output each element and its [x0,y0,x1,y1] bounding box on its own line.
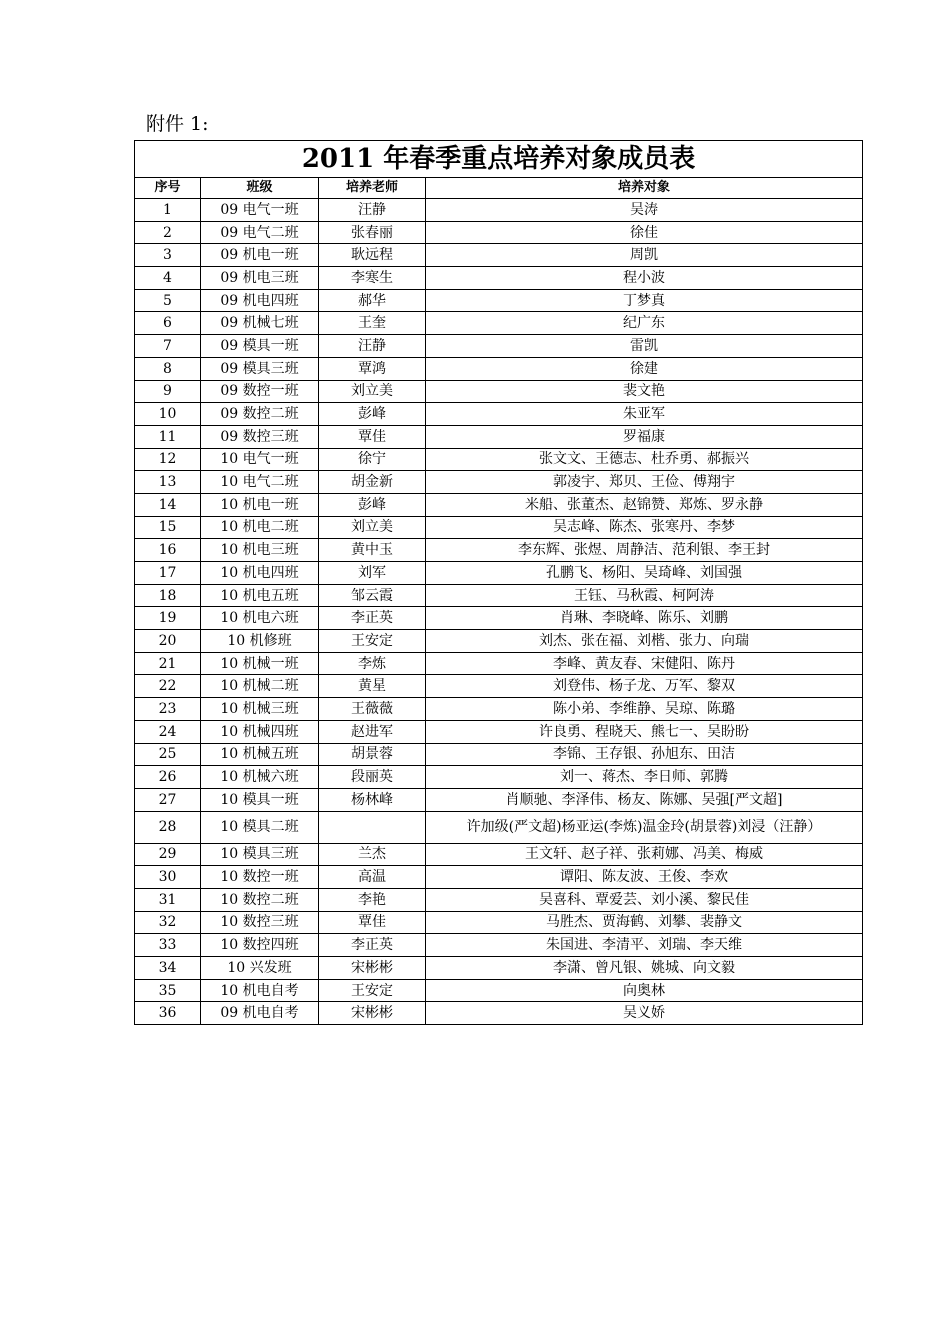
table-row [135,221,863,244]
header-index: 序号 [135,178,201,199]
row-targets: 陈小弟、李维静、吴琼、陈璐 [426,698,863,721]
row-class: 09 数控三班 [201,425,319,448]
row-targets: 王文轩、赵子祥、张莉娜、冯美、梅威 [426,843,863,866]
row-class: 10 机械三班 [201,698,319,721]
table-row [135,448,863,471]
row-index: 10 [135,403,201,426]
row-targets: 许良勇、程晓天、熊七一、吴盼盼 [426,720,863,743]
row-index: 7 [135,335,201,358]
row-index: 17 [135,562,201,585]
row-targets: 马胜杰、贾海鹤、刘攀、裴静文 [426,911,863,934]
row-class: 09 电气二班 [201,221,319,244]
row-index: 22 [135,675,201,698]
row-targets: 李锦、王存银、孙旭东、田洁 [426,743,863,766]
row-index: 30 [135,866,201,889]
table-row [135,630,863,653]
row-index: 18 [135,584,201,607]
row-teacher: 汪静 [319,199,426,222]
table-row [135,562,863,585]
row-targets: 李峰、黄友春、宋健阳、陈丹 [426,652,863,675]
row-targets: 朱国进、李清平、刘瑞、李天维 [426,934,863,957]
row-class: 10 机械四班 [201,720,319,743]
row-class: 09 机械七班 [201,312,319,335]
row-targets: 雷凯 [426,335,863,358]
row-index: 32 [135,911,201,934]
row-teacher: 徐宁 [319,448,426,471]
row-teacher: 兰杰 [319,843,426,866]
table-row [135,403,863,426]
table-row [135,539,863,562]
row-teacher: 杨林峰 [319,788,426,811]
header-targets: 培养对象 [426,178,863,199]
row-targets: 肖琳、李晓峰、陈乐、刘鹏 [426,607,863,630]
row-targets: 刘一、蒋杰、李日师、郭腾 [426,766,863,789]
table-row [135,425,863,448]
row-class: 10 机电四班 [201,562,319,585]
row-targets: 孔鹏飞、杨阳、吴琦峰、刘国强 [426,562,863,585]
row-teacher: 王安定 [319,630,426,653]
row-index: 21 [135,652,201,675]
row-teacher: 覃佳 [319,425,426,448]
row-targets: 吴义娇 [426,1002,863,1025]
row-teacher: 黄星 [319,675,426,698]
table-title: 2011 年春季重点培养对象成员表 [135,141,863,178]
table-row [135,380,863,403]
row-class: 10 数控一班 [201,866,319,889]
table-row [135,843,863,866]
row-teacher: 覃鸿 [319,357,426,380]
row-targets: 纪广东 [426,312,863,335]
row-targets: 肖顺驰、李泽伟、杨友、陈娜、吴强[严文超] [426,788,863,811]
row-index: 28 [135,811,201,843]
table-header-row [135,178,863,199]
row-index: 12 [135,448,201,471]
row-teacher: 王安定 [319,979,426,1002]
row-class: 09 数控一班 [201,380,319,403]
row-teacher: 胡金新 [319,471,426,494]
row-class: 09 电气一班 [201,199,319,222]
table-row [135,743,863,766]
row-index: 34 [135,957,201,980]
row-index: 11 [135,425,201,448]
row-targets: 裴文艳 [426,380,863,403]
row-class: 10 机电五班 [201,584,319,607]
row-teacher: 郝华 [319,289,426,312]
row-class: 10 模具一班 [201,788,319,811]
table-row [135,584,863,607]
row-teacher: 刘军 [319,562,426,585]
row-targets: 罗福康 [426,425,863,448]
row-index: 15 [135,516,201,539]
row-class: 10 机械五班 [201,743,319,766]
row-targets: 徐建 [426,357,863,380]
row-teacher: 赵进军 [319,720,426,743]
table-row [135,516,863,539]
row-index: 26 [135,766,201,789]
row-index: 3 [135,244,201,267]
row-class: 10 机电二班 [201,516,319,539]
table-row [135,766,863,789]
row-index: 27 [135,788,201,811]
row-targets: 李潇、曾凡银、姚城、向文毅 [426,957,863,980]
row-class: 10 数控三班 [201,911,319,934]
row-class: 10 机械六班 [201,766,319,789]
table-title-row [135,141,863,178]
row-teacher: 段丽英 [319,766,426,789]
row-index: 4 [135,267,201,290]
header-teacher: 培养老师 [319,178,426,199]
row-targets: 张文文、王德志、杜乔勇、郝振兴 [426,448,863,471]
row-teacher: 王奎 [319,312,426,335]
table-row [135,471,863,494]
row-class: 10 模具二班 [201,811,319,843]
table-row [135,888,863,911]
row-teacher: 耿远程 [319,244,426,267]
row-class: 09 机电自考 [201,1002,319,1025]
row-targets: 朱亚军 [426,403,863,426]
row-teacher: 彭峰 [319,493,426,516]
roster-table [134,140,863,1025]
row-class: 09 模具一班 [201,335,319,358]
row-targets: 郭凌宇、郑贝、王俭、傅翔宇 [426,471,863,494]
row-targets: 谭阳、陈友波、王俊、李欢 [426,866,863,889]
row-teacher: 覃佳 [319,911,426,934]
row-index: 20 [135,630,201,653]
table-row [135,199,863,222]
row-index: 31 [135,888,201,911]
table-row [135,1002,863,1025]
row-teacher: 刘立美 [319,380,426,403]
row-targets: 吴喜科、覃爱芸、刘小溪、黎民佳 [426,888,863,911]
row-index: 16 [135,539,201,562]
row-index: 6 [135,312,201,335]
table-row [135,788,863,811]
row-index: 9 [135,380,201,403]
row-teacher: 王薇薇 [319,698,426,721]
table-row [135,934,863,957]
table-row [135,811,863,843]
row-targets: 李东辉、张煜、周静洁、范利银、李王封 [426,539,863,562]
row-targets: 向奥林 [426,979,863,1002]
row-teacher: 高温 [319,866,426,889]
row-teacher: 李寒生 [319,267,426,290]
row-class: 10 机电一班 [201,493,319,516]
row-teacher [319,811,426,843]
row-class: 10 数控二班 [201,888,319,911]
row-index: 36 [135,1002,201,1025]
row-index: 19 [135,607,201,630]
row-teacher: 汪静 [319,335,426,358]
row-class: 10 机电自考 [201,979,319,1002]
row-targets: 刘杰、张在福、刘楷、张力、向瑞 [426,630,863,653]
table-row [135,312,863,335]
row-index: 8 [135,357,201,380]
row-class: 10 机械一班 [201,652,319,675]
row-class: 09 机电三班 [201,267,319,290]
row-teacher: 刘立美 [319,516,426,539]
row-class: 10 电气二班 [201,471,319,494]
row-targets: 王钰、马秋霞、柯阿涛 [426,584,863,607]
row-index: 25 [135,743,201,766]
row-class: 10 数控四班 [201,934,319,957]
row-index: 2 [135,221,201,244]
row-class: 10 机械二班 [201,675,319,698]
row-targets: 刘登伟、杨子龙、万军、黎双 [426,675,863,698]
header-class: 班级 [201,178,319,199]
row-teacher: 黄中玉 [319,539,426,562]
row-index: 35 [135,979,201,1002]
row-class: 10 兴发班 [201,957,319,980]
row-teacher: 胡景蓉 [319,743,426,766]
row-class: 10 机修班 [201,630,319,653]
row-class: 09 机电四班 [201,289,319,312]
table-row [135,698,863,721]
row-index: 1 [135,199,201,222]
row-class: 10 机电六班 [201,607,319,630]
row-class: 09 机电一班 [201,244,319,267]
row-teacher: 宋彬彬 [319,1002,426,1025]
table-row [135,720,863,743]
row-targets: 许加级(严文超)杨亚运(李炼)温金玲(胡景蓉)刘浸（汪静） [426,811,863,843]
row-index: 13 [135,471,201,494]
table-row [135,675,863,698]
row-index: 23 [135,698,201,721]
table-row [135,357,863,380]
row-index: 5 [135,289,201,312]
row-class: 10 机电三班 [201,539,319,562]
row-teacher: 张春丽 [319,221,426,244]
table-row [135,866,863,889]
table-row [135,267,863,290]
row-teacher: 邹云霞 [319,584,426,607]
row-teacher: 李炼 [319,652,426,675]
row-class: 10 电气一班 [201,448,319,471]
table-row [135,652,863,675]
row-targets: 吴志峰、陈杰、张寒丹、李梦 [426,516,863,539]
row-index: 33 [135,934,201,957]
table-row [135,911,863,934]
row-targets: 丁梦真 [426,289,863,312]
row-class: 10 模具三班 [201,843,319,866]
row-targets: 米船、张董杰、赵锦赞、郑炼、罗永静 [426,493,863,516]
row-index: 29 [135,843,201,866]
row-index: 14 [135,493,201,516]
row-index: 24 [135,720,201,743]
table-row [135,289,863,312]
table-row [135,244,863,267]
row-class: 09 模具三班 [201,357,319,380]
row-teacher: 彭峰 [319,403,426,426]
row-teacher: 李正英 [319,934,426,957]
row-targets: 周凯 [426,244,863,267]
table-row [135,493,863,516]
row-targets: 程小波 [426,267,863,290]
row-targets: 吴涛 [426,199,863,222]
row-class: 09 数控二班 [201,403,319,426]
table-row [135,979,863,1002]
table-body [135,199,863,1025]
row-targets: 徐佳 [426,221,863,244]
row-teacher: 宋彬彬 [319,957,426,980]
table-row [135,957,863,980]
row-teacher: 李艳 [319,888,426,911]
table-row [135,335,863,358]
table-row [135,607,863,630]
row-teacher: 李正英 [319,607,426,630]
attachment-label: 附件 1: [146,113,209,135]
